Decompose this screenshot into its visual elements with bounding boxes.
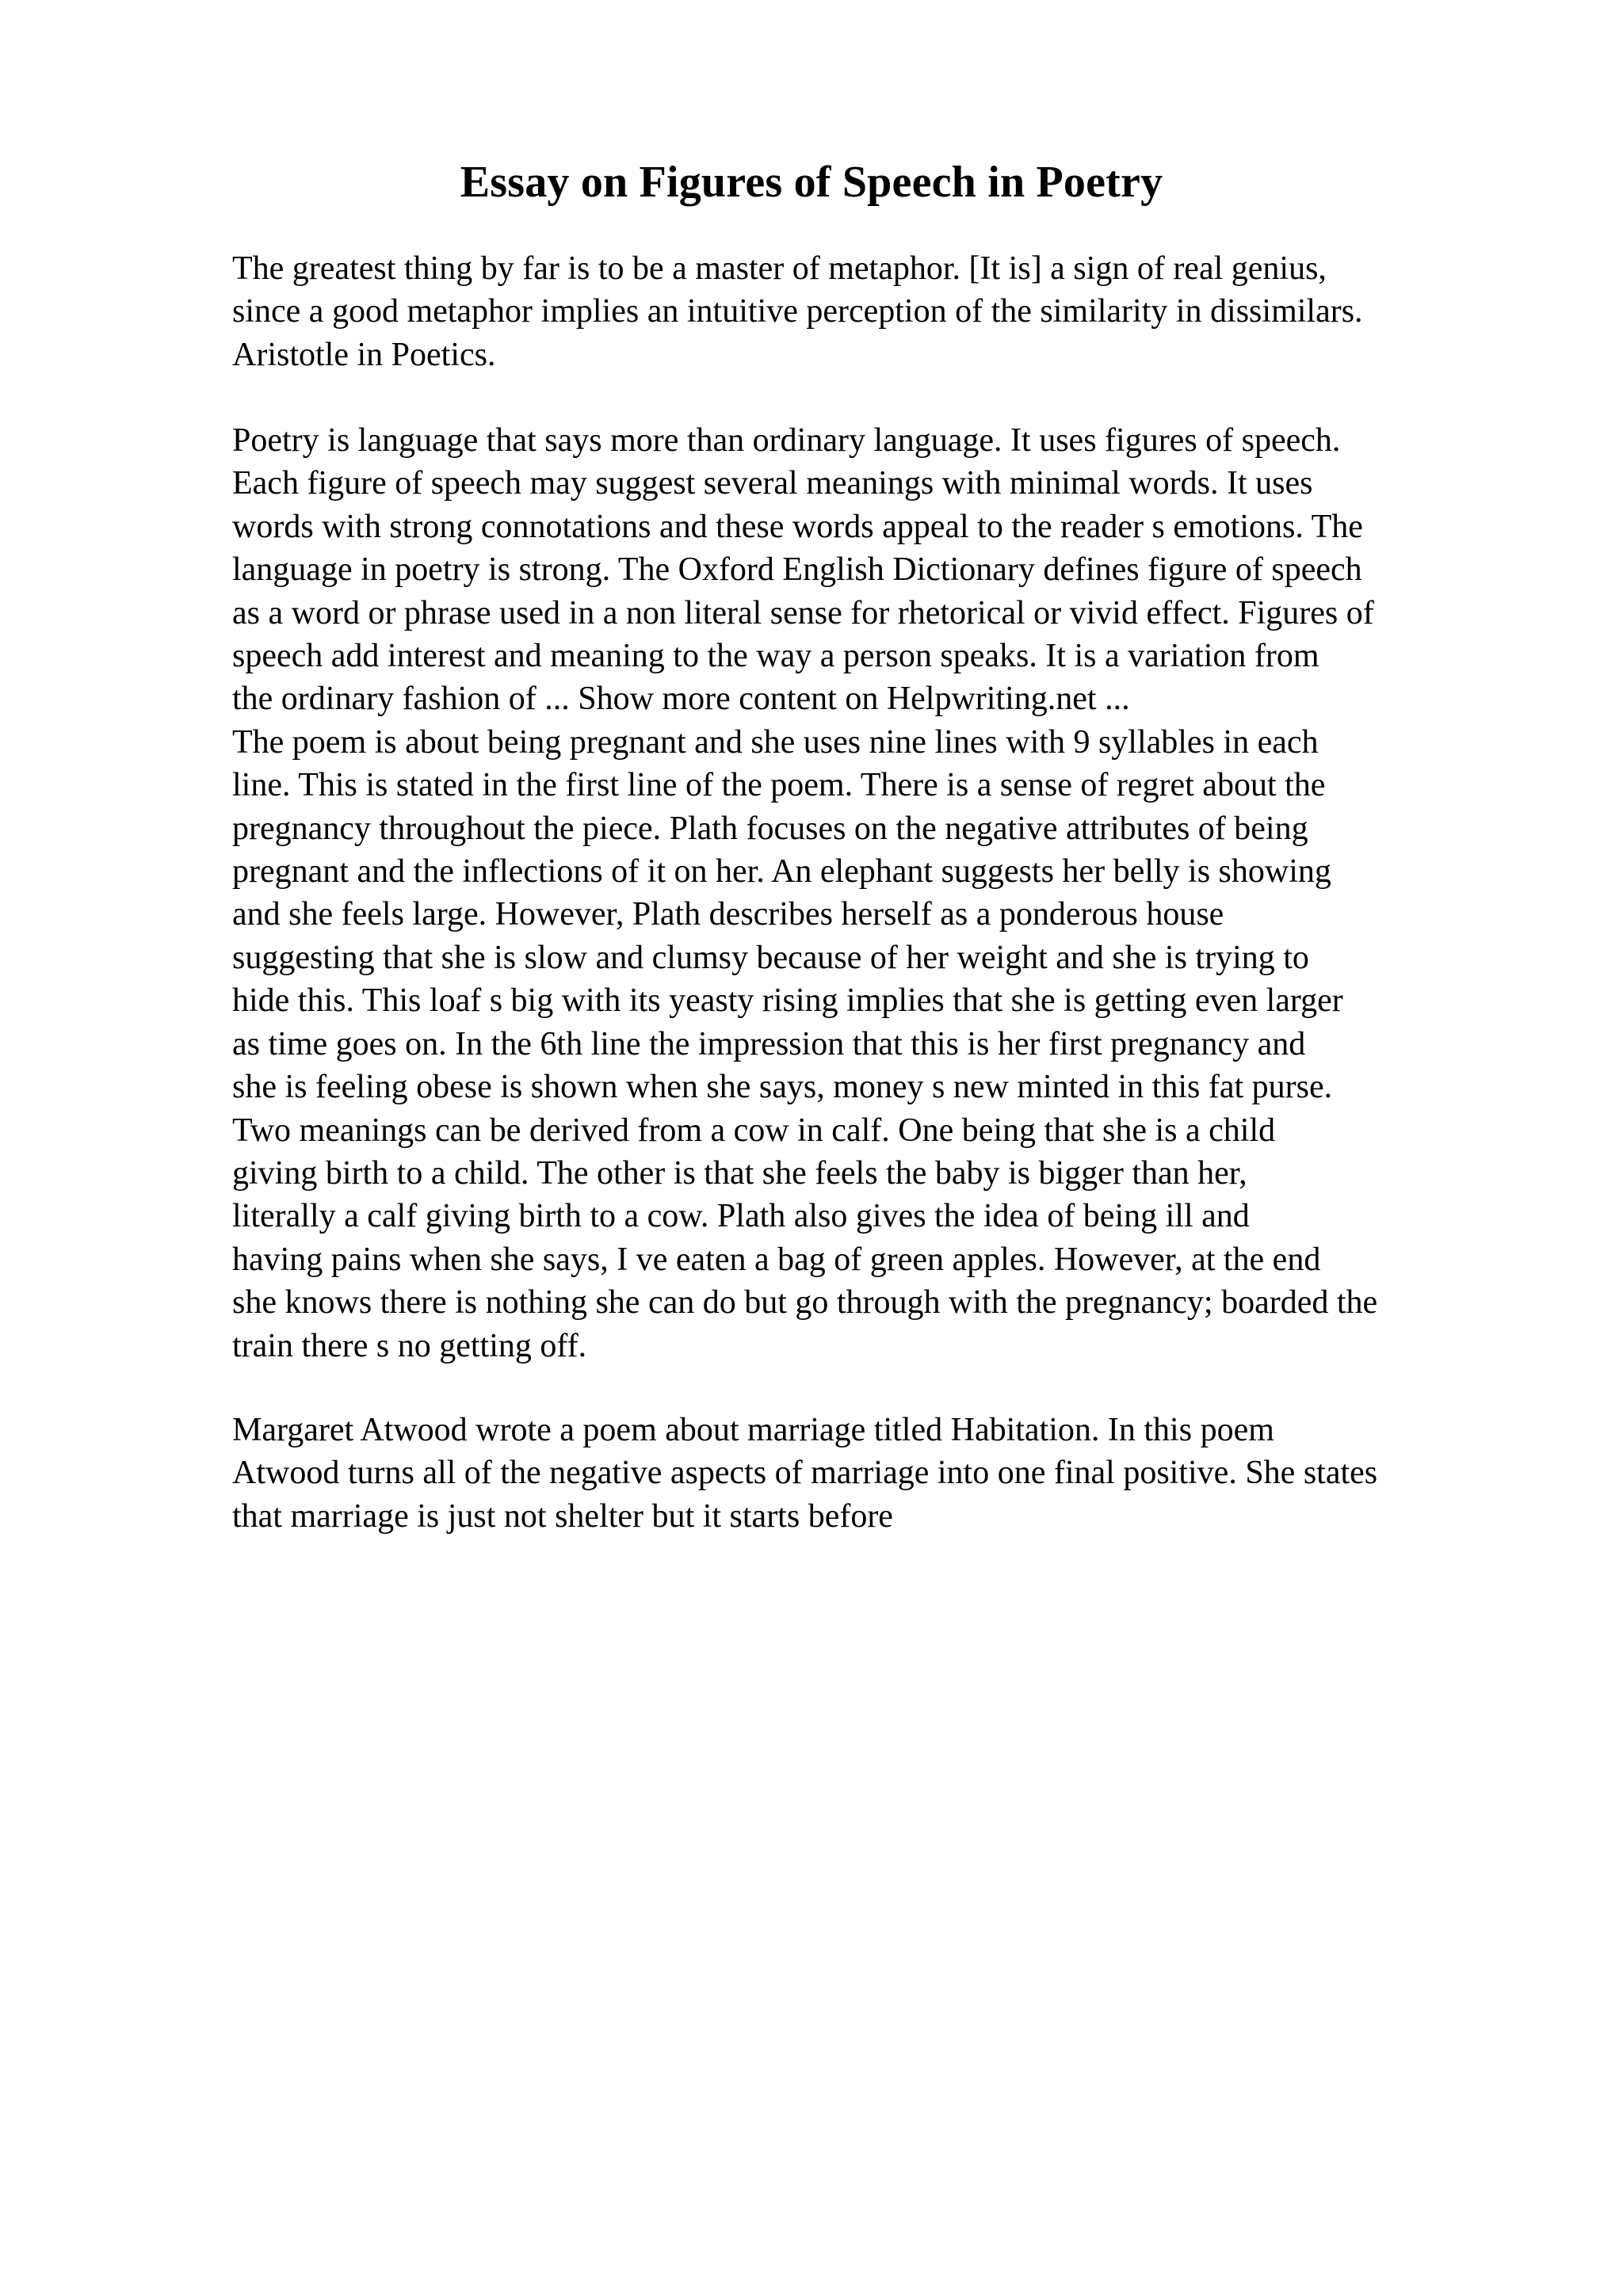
text-line: as a word or phrase used in a non literal sense for rhetorical or vivid effect. Figures of <box>232 594 1374 631</box>
text-line: Margaret Atwood wrote a poem about marriage titled Habitation. In this poem <box>232 1412 1274 1448</box>
text-line: as time goes on. In the 6th line the impression that this is her first pregnancy and <box>232 1025 1306 1062</box>
text-line: The greatest thing by far is to be a master of metaphor. [It is] a sign of real genius, <box>232 250 1327 287</box>
text-line: language in poetry is strong. The Oxford English Dictionary defines figure of speech <box>232 551 1362 589</box>
text-line: Atwood turns all of the negative aspects of marriage into one final positive. She states <box>232 1455 1378 1492</box>
text-line: hide this. This loaf s big with its yeasty rising implies that she is getting even larger <box>232 982 1343 1020</box>
text-line: having pains when she says, I ve eaten a bag of green apples. However, at the end <box>232 1241 1321 1278</box>
paragraph-poetry-figures <box>232 419 1377 1367</box>
text-line: she knows there is nothing she can do but go through with the pregnancy; boarded the <box>232 1284 1378 1322</box>
text-line: literally a calf giving birth to a cow. Plath also gives the idea of being ill and <box>232 1198 1250 1235</box>
text-line: speech add interest and meaning to the way a person speaks. It is a variation from <box>232 638 1319 675</box>
text-line: Two meanings can be derived from a cow in calf. One being that she is a child <box>232 1112 1276 1149</box>
text-line: she is feeling obese is shown when she says, money s new minted in this fat purse. <box>232 1069 1333 1106</box>
text-line: and she feels large. However, Plath describes herself as a ponderous house <box>232 896 1224 933</box>
text-line: giving birth to a child. The other is that she feels the baby is bigger than her, <box>232 1154 1247 1192</box>
text-line: suggesting that she is slow and clumsy because of her weight and she is trying to <box>232 939 1309 976</box>
text-line: the ordinary fashion of ... Show more content on Helpwriting.net ... <box>232 681 1130 718</box>
text-line: line. This is stated in the first line of the poem. There is a sense of regret about the <box>232 767 1326 804</box>
text-line: words with strong connotations and these words appeal to the reader s emotions. The <box>232 508 1363 545</box>
paragraph-atwood-habitation <box>232 1409 1377 1538</box>
text-line: since a good metaphor implies an intuitive perception of the similarity in dissimilars. <box>232 293 1363 330</box>
text-line: pregnancy throughout the piece. Plath focuses on the negative attributes of being <box>232 810 1308 847</box>
text-line: Aristotle in Poetics. <box>232 336 496 373</box>
paragraph-aristotle-quote <box>232 247 1363 376</box>
text-line: pregnant and the inflections of it on her. An elephant suggests her belly is showing <box>232 853 1331 891</box>
text-line: The poem is about being pregnant and she uses nine lines with 9 syllables in each <box>232 723 1319 761</box>
document-title: Essay on Figures of Speech in Poetry <box>460 158 1163 207</box>
text-line: that marriage is just not shelter but it starts before <box>232 1497 893 1535</box>
text-line: Each figure of speech may suggest several meanings with minimal words. It uses <box>232 465 1313 502</box>
text-line: train there s no getting off. <box>232 1327 587 1364</box>
text-line: Poetry is language that says more than ordinary language. It uses figures of speech. <box>232 422 1341 459</box>
